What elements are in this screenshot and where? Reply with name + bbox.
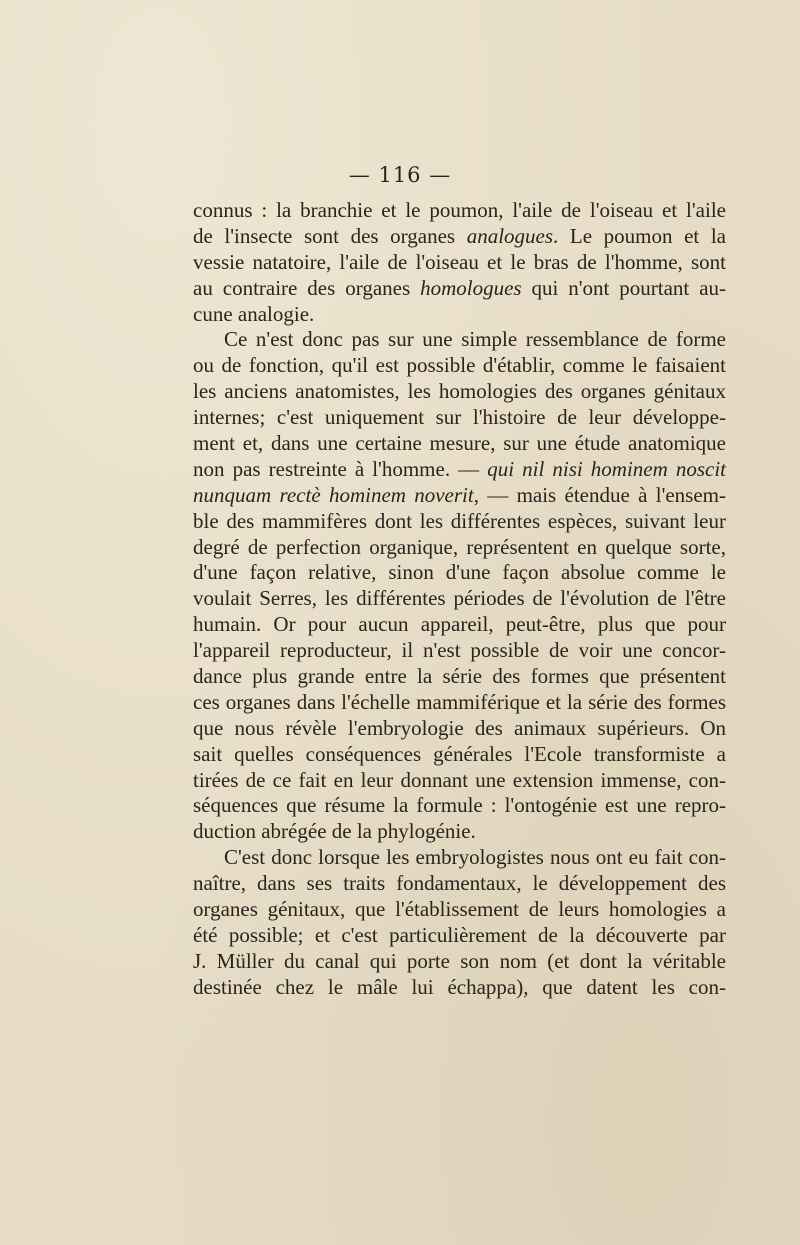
text-line: au contraire des organes homologues qui n'ont pourtant au- (193, 275, 727, 300)
text-line: internes; c'est uniquement sur l'histoire de leur développe- (193, 405, 726, 430)
text-line: été possible; et c'est particulièrement de la découverte par (193, 922, 726, 947)
text-line: non pas restreinte à l'homme. — qui nil nisi hominem noscit (193, 456, 726, 481)
paragraph-start-line: C'est donc lorsque les embryologistes nous ont eu fait con- (224, 845, 726, 870)
text-line: ment et, dans une certaine mesure, sur une étude anatomique (193, 431, 726, 456)
paragraph-start-line: Ce n'est donc pas sur une simple ressemblance de forme (224, 327, 726, 352)
text-line: ou de fonction, qu'il est possible d'établir, comme le faisaient (193, 353, 726, 378)
text-line: nunquam rectè hominem noverit, — mais étendue à l'ensem- (193, 482, 726, 507)
text-line: degré de perfection organique, représentent en quelque sorte, (193, 534, 726, 559)
text-line: que nous révèle l'embryologie des animaux supérieurs. On (193, 715, 726, 740)
body-text (193, 198, 726, 1001)
text-line: destinée chez le mâle lui échappa), que datent les con- (193, 974, 726, 999)
text-line: cune analogie. (193, 301, 315, 326)
text-line: naître, dans ses traits fondamentaux, le développement des (193, 871, 726, 896)
text-line: humain. Or pour aucun appareil, peut-être, plus que pour (193, 612, 726, 637)
page-number: — 116 — (348, 163, 452, 187)
text-line: J. Müller du canal qui porte son nom (et dont la véritable (193, 948, 726, 973)
text-line: séquences que résume la formule : l'ontogénie est une repro- (193, 793, 726, 818)
text-line: sait quelles conséquences générales l'Ecole transformiste a (193, 741, 726, 766)
text-line: de l'insecte sont des organes analogues. Le poumon et la (193, 223, 726, 248)
text-line: organes génitaux, que l'établissement de leurs homologies a (193, 897, 726, 922)
text-line: ces organes dans l'échelle mammiférique et la série des formes (193, 689, 726, 714)
text-line: dance plus grande entre la série des formes que présentent (193, 664, 726, 689)
text-line: l'appareil reproducteur, il n'est possible de voir une concor- (193, 638, 726, 663)
text-line: tirées de ce fait en leur donnant une extension immense, con- (193, 767, 726, 792)
text-line: voulait Serres, les différentes périodes de l'évolution de l'être (193, 586, 726, 611)
text-line: les anciens anatomistes, les homologies des organes génitaux (193, 379, 726, 404)
text-line: ble des mammifères dont les différentes espèces, suivant leur (193, 508, 726, 533)
text-line: vessie natatoire, l'aile de l'oiseau et le bras de l'homme, sont (193, 249, 726, 274)
text-line: connus : la branchie et le poumon, l'aile de l'oiseau et l'aile (193, 198, 726, 222)
text-line: d'une façon relative, sinon d'une façon absolue comme le (193, 560, 726, 585)
text-line: duction abrégée de la phylogénie. (193, 819, 476, 844)
